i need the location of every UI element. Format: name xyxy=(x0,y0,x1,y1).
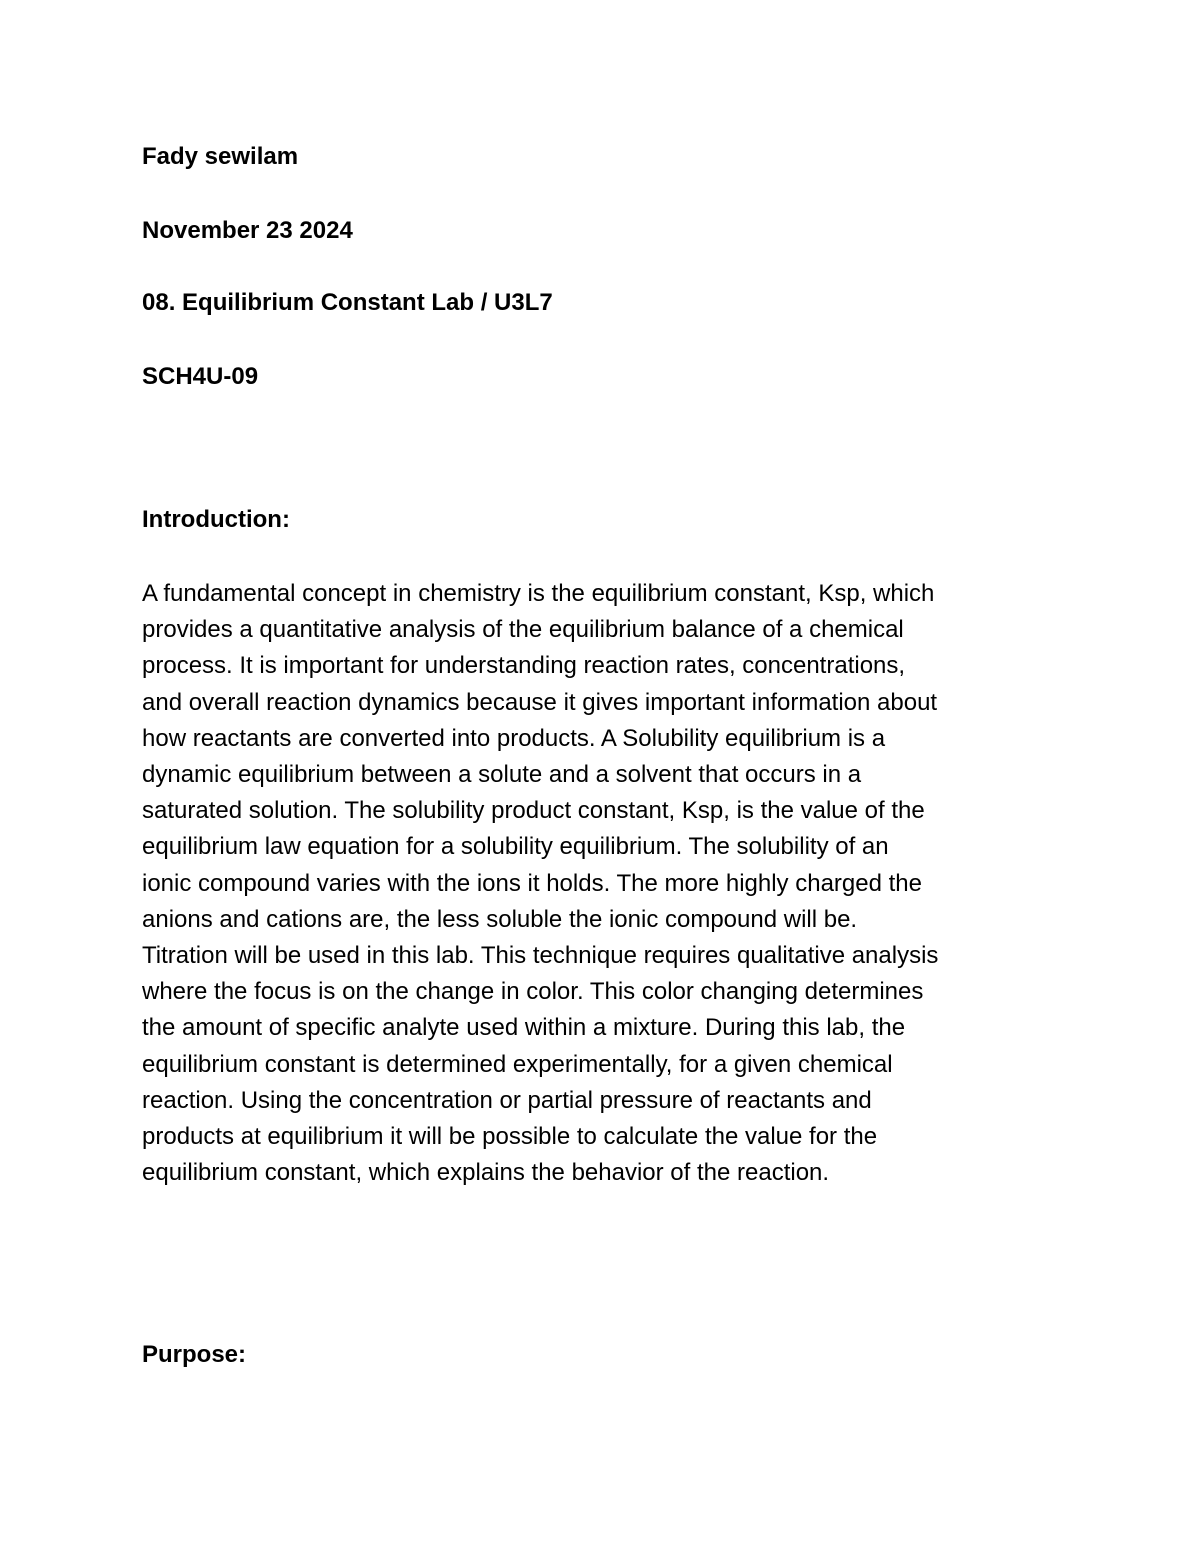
course-code: SCH4U-09 xyxy=(142,363,259,390)
paragraph-line: equilibrium law equation for a solubility equilibrium. The solubility of an xyxy=(142,833,889,861)
paragraph-line: ionic compound varies with the ions it holds. The more highly charged the xyxy=(142,869,922,897)
paragraph-line: the amount of specific analyte used within a mixture. During this lab, the xyxy=(142,1014,906,1042)
paragraph-line: saturated solution. The solubility product constant, Ksp, is the value of the xyxy=(142,797,925,825)
paragraph-line: A fundamental concept in chemistry is the equilibrium constant, Ksp, which xyxy=(142,580,935,607)
paragraph-line: products at equilibrium it will be possible to calculate the value for the xyxy=(142,1123,878,1151)
introduction-paragraph xyxy=(142,576,1082,1191)
introduction-heading: Introduction: xyxy=(142,506,290,533)
paragraph-line: how reactants are converted into products. A Solubility equilibrium is a xyxy=(142,724,886,752)
paragraph-line: Titration will be used in this lab. This technique requires qualitative analysis xyxy=(142,942,939,970)
paragraph-line: provides a quantitative analysis of the equilibrium balance of a chemical xyxy=(142,616,904,644)
paragraph-line: reaction. Using the concentration or partial pressure of reactants and xyxy=(142,1086,872,1114)
paragraph-line: anions and cations are, the less soluble the ionic compound will be. xyxy=(142,905,858,933)
paragraph-line: equilibrium constant, which explains the behavior of the reaction. xyxy=(142,1159,830,1187)
paragraph-line: and overall reaction dynamics because it gives important information about xyxy=(142,688,938,716)
author-name: Fady sewilam xyxy=(142,143,299,170)
document-date: November 23 2024 xyxy=(142,217,353,244)
assignment-title: 08. Equilibrium Constant Lab / U3L7 xyxy=(142,289,553,316)
paragraph-line: where the focus is on the change in color. This color changing determines xyxy=(142,978,924,1006)
purpose-heading: Purpose: xyxy=(142,1341,247,1368)
paragraph-line: dynamic equilibrium between a solute and a solvent that occurs in a xyxy=(142,761,862,789)
paragraph-line: equilibrium constant is determined experimentally, for a given chemical xyxy=(142,1050,893,1078)
paragraph-line: process. It is important for understanding reaction rates, concentrations, xyxy=(142,652,906,680)
